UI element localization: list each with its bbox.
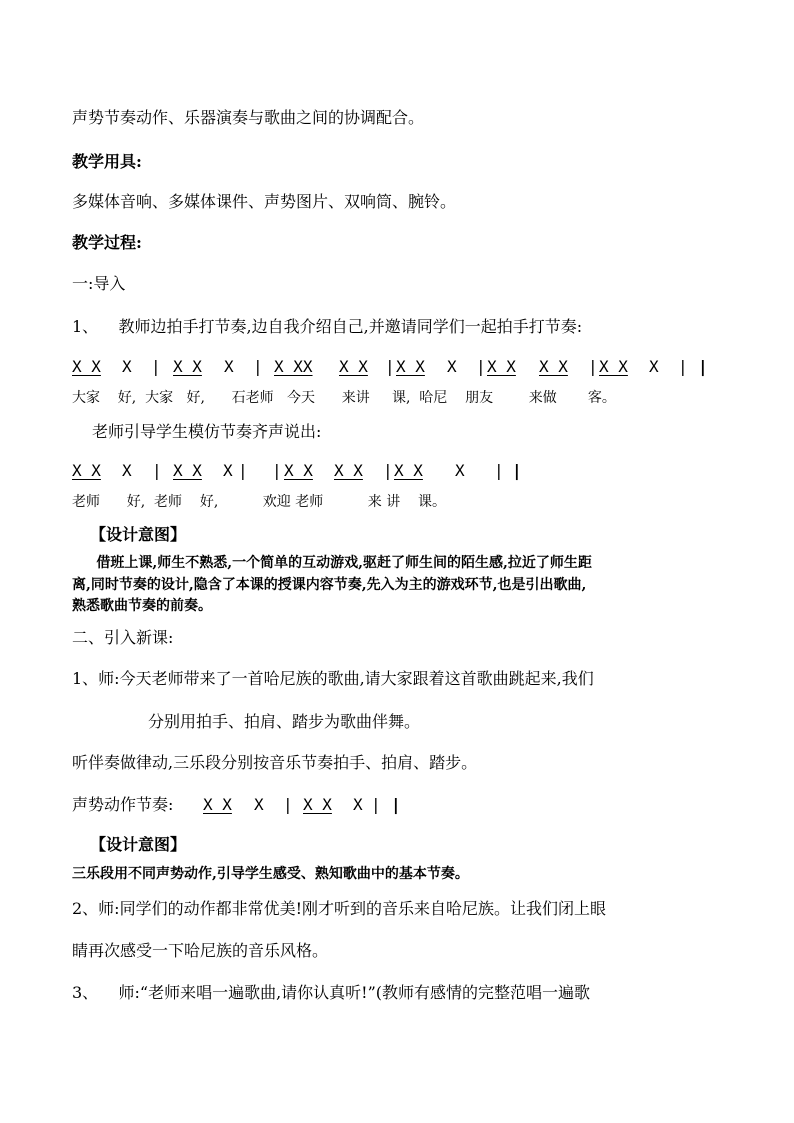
rhythm-note: X X <box>339 357 368 376</box>
bar-line: | <box>383 461 393 480</box>
rhythm-note: X <box>122 461 132 480</box>
bar-line: | <box>152 461 162 480</box>
end-bar-line: | <box>512 461 522 480</box>
step-2-2-text: 2、师:同学们的动作都非常优美!刚才听到的音乐来自哈尼族。让我们闭上眼 <box>72 899 607 918</box>
step-2-1-text-c: 听伴奏做律动,三乐段分别按音乐节奏拍手、拍肩、踏步。 <box>72 753 478 772</box>
rhythm-note: X X <box>539 357 568 376</box>
bar-line: | <box>283 795 293 814</box>
rhythm-note: X <box>447 357 457 376</box>
design-intent-text-1: 借班上课,师生不熟悉,一个简单的互动游戏,驱赶了师生间的陌生感,拉近了师生距 <box>72 555 592 571</box>
section-new-lesson: 二、引入新课: <box>72 628 174 647</box>
rhythm-note: X X <box>72 461 101 480</box>
rhythm-note: X <box>122 357 132 376</box>
rhythm-note: X <box>353 795 363 814</box>
design-intent-heading-1: 【设计意图】 <box>90 525 187 544</box>
step-2-1-text: 1、师:今天老师带来了一首哈尼族的歌曲,请大家跟着这首歌曲跳起来,我们 <box>72 669 594 688</box>
rhythm-note: X X <box>173 357 202 376</box>
heading-teaching-tools: 教学用具: <box>72 152 142 171</box>
rhythm-label: 声势动作节奏: <box>72 795 174 814</box>
bar-line: | <box>588 357 598 376</box>
rhythm-note: X X <box>203 795 232 814</box>
bar-line: | <box>371 795 381 814</box>
rhythm-notation-3 <box>203 795 423 817</box>
guide-text: 老师引导学生模仿节奏齐声说出: <box>92 422 322 441</box>
paragraph-line: 声势节奏动作、乐器演奏与歌曲之间的协调配合。 <box>72 108 425 127</box>
bar-line: | <box>253 357 263 376</box>
rhythm-note: X X <box>284 461 313 480</box>
rhythm-note: X X <box>487 357 516 376</box>
bar-line: | <box>238 461 248 480</box>
rhythm-note: X X <box>599 357 628 376</box>
rhythm-notation-2 <box>72 461 532 483</box>
design-intent-text-1: 离,同时节奏的设计,隐含了本课的授课内容节奏,先入为主的游戏环节,也是引出歌曲, <box>72 577 587 593</box>
bar-line: | <box>385 357 395 376</box>
bar-line: | <box>151 357 161 376</box>
rhythm-note: X X <box>394 461 423 480</box>
bar-line: | <box>272 461 282 480</box>
step-2-2-text-b: 睛再次感受一下哈尼族的音乐风格。 <box>72 941 329 960</box>
rhythm-notation-1 <box>72 357 722 379</box>
rhythm-note: X <box>254 795 264 814</box>
rhythm-note: X <box>223 461 233 480</box>
step-2-1-text-b: 分别用拍手、拍肩、踏步为歌曲伴舞。 <box>148 712 421 731</box>
rhythm-note: X XX <box>274 357 313 376</box>
rhythm-note: X X <box>396 357 425 376</box>
rhythm-note: X X <box>173 461 202 480</box>
design-intent-heading-2: 【设计意图】 <box>90 835 187 854</box>
rhythm-note: X <box>649 357 659 376</box>
step-1-text: 1、 教师边拍手打节奏,边自我介绍自己,并邀请同学们一起拍手打节奏: <box>72 317 583 336</box>
lyrics-line-1: 大家 好, 大家 好, 石老师 今天 来讲 课, 哈尼 朋友 来做 客。 <box>72 390 616 406</box>
design-intent-text-1: 熟悉歌曲节奏的前奏。 <box>72 598 212 614</box>
end-bar-line: | <box>698 357 708 376</box>
bar-line: | <box>494 461 504 480</box>
design-intent-text-2: 三乐段用不同声势动作,引导学生感受、熟知歌曲中的基本节奏。 <box>72 866 469 882</box>
step-2-3-text: 3、 师:“老师来唱一遍歌曲,请你认真听!”(教师有感情的完整范唱一遍歌 <box>72 983 591 1002</box>
bar-line: | <box>678 357 688 376</box>
heading-teaching-process: 教学过程: <box>72 233 142 252</box>
rhythm-note: X <box>224 357 234 376</box>
lyrics-line-2: 老师 好, 老师 好, 欢迎 老师 来 讲 课。 <box>72 494 447 510</box>
rhythm-note: X <box>455 461 465 480</box>
rhythm-note: X X <box>72 357 101 376</box>
bar-line: | <box>476 357 486 376</box>
end-bar-line: | <box>391 795 401 814</box>
rhythm-note: X X <box>334 461 363 480</box>
section-intro: 一:导入 <box>72 274 126 293</box>
rhythm-note: X X <box>303 795 332 814</box>
paragraph-tools: 多媒体音响、多媒体课件、声势图片、双响筒、腕铃。 <box>72 192 457 211</box>
